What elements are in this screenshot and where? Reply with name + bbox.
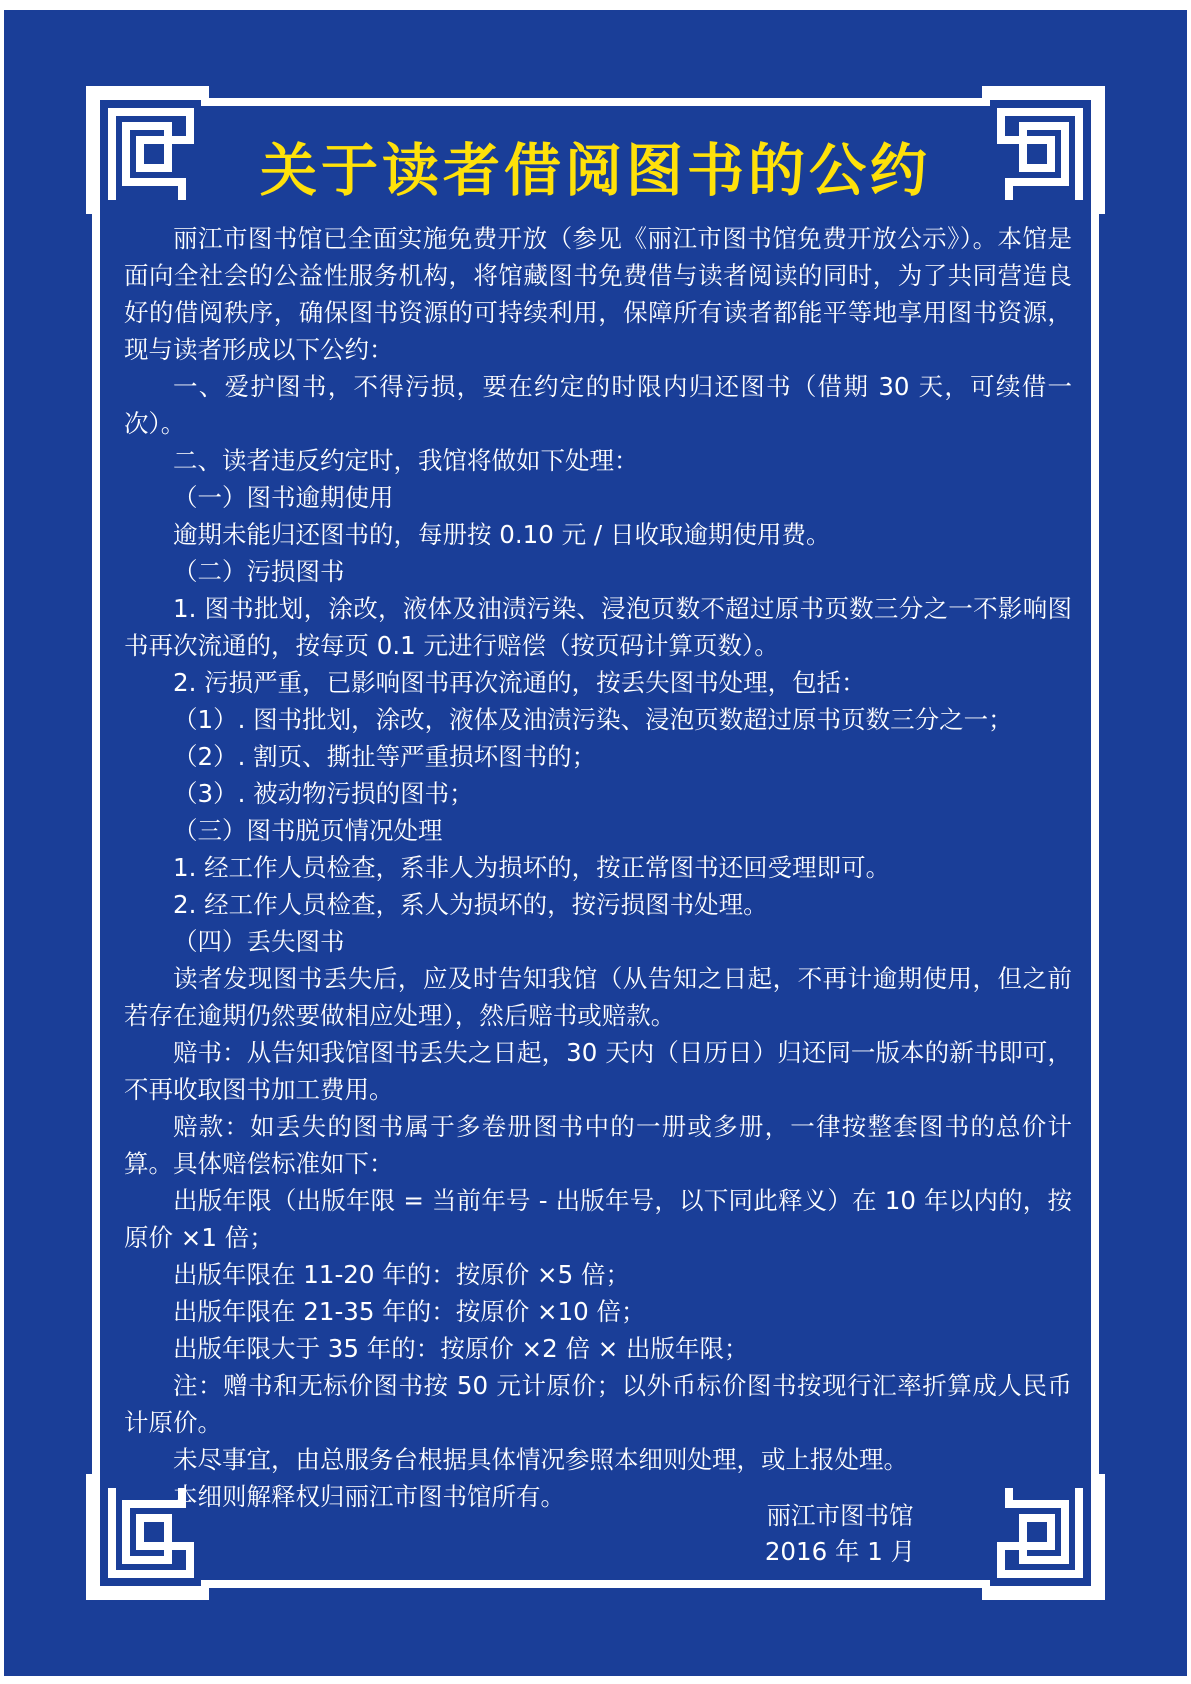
section-loose-pages-heading: （三）图书脱页情况处理 <box>173 816 443 845</box>
rate-over-35-years: 出版年限大于 35 年的：按原价 ×2 倍 × 出版年限； <box>173 1334 749 1363</box>
rate-11-20-years: 出版年限在 11-20 年的：按原价 ×5 倍； <box>173 1260 630 1289</box>
damage-subitem-1: （1）. 图书批划，涂改，液体及油渍污染、浸泡页数超过原书页数三分之一； <box>173 705 1013 734</box>
compensation-text: 赔款：如丢失的图书属于多卷册图书中的一册或多册，一律按整套图书的总价计算。具体赔偿标准如下： <box>124 1112 1072 1178</box>
section-overdue-heading: （一）图书逾期使用 <box>173 483 394 512</box>
signature-date: 2016 年 1 月 <box>764 1537 916 1566</box>
section-lost-heading: （四）丢失图书 <box>173 927 345 956</box>
signature-block <box>740 1498 940 1570</box>
rate-21-35-years: 出版年限在 21-35 年的：按原价 ×10 倍； <box>173 1297 646 1326</box>
lost-book-text: 读者发现图书丢失后，应及时告知我馆（从告知之日起，不再计逾期使用，但之前若存在逾期仍然要做相应处理），然后赔书或赔款。 <box>124 964 1072 1030</box>
damage-item-2: 2. 污损严重，已影响图书再次流通的，按丢失图书处理，包括： <box>173 668 866 697</box>
note-text: 注：赠书和无标价图书按 50 元计原价；以外币标价图书按现行汇率折算成人民币计原价。 <box>124 1371 1072 1437</box>
damage-subitem-3: （3）. 被动物污损的图书； <box>173 779 474 808</box>
notice-body <box>124 220 1072 1515</box>
signature-organization: 丽江市图书馆 <box>766 1501 914 1530</box>
rule-one: 一、爱护图书，不得污损，要在约定的时限内归还图书（借期 30 天，可续借一次）。 <box>124 372 1072 438</box>
interpretation-text: 本细则解释权归丽江市图书馆所有。 <box>173 1482 565 1511</box>
other-matters-text: 未尽事宜，由总服务台根据具体情况参照本细则处理，或上报处理。 <box>173 1445 908 1474</box>
rate-within-10-years: 出版年限（出版年限 = 当前年号 - 出版年号，以下同此释义）在 10 年以内的，按原价 ×1 倍； <box>124 1186 1072 1252</box>
loose-pages-item-2: 2. 经工作人员检查，系人为损坏的，按污损图书处理。 <box>173 890 768 919</box>
damage-subitem-2: （2）. 割页、撕扯等严重损坏图书的； <box>173 742 597 771</box>
rule-two: 二、读者违反约定时，我馆将做如下处理： <box>173 446 639 475</box>
notice-title: 关于读者借阅图书的公约 <box>260 137 931 204</box>
overdue-fee-text: 逾期未能归还图书的，每册按 0.10 元 / 日收取逾期使用费。 <box>173 520 831 549</box>
section-damage-heading: （二）污损图书 <box>173 557 345 586</box>
intro-paragraph: 丽江市图书馆已全面实施免费开放（参见《丽江市图书馆免费开放公示》）。本馆是面向全社会的公益性服务机构，将馆藏图书免费借与读者阅读的同时，为了共同营造良好的借阅秩序，确保图书资源的可持续利用，保障所有读者都能平等地享用图书资源，现与读者形成以下公约： <box>124 224 1072 364</box>
damage-item-1: 1. 图书批划，涂改，液体及油渍污染、浸泡页数不超过原书页数三分之一不影响图书再次流通的，按每页 0.1 元进行赔偿（按页码计算页数）。 <box>124 594 1072 660</box>
loose-pages-item-1: 1. 经工作人员检查，系非人为损坏的，按正常图书还回受理即可。 <box>173 853 891 882</box>
replace-book-text: 赔书：从告知我馆图书丢失之日起，30 天内（日历日）归还同一版本的新书即可，不再收取图书加工费用。 <box>124 1038 1072 1104</box>
